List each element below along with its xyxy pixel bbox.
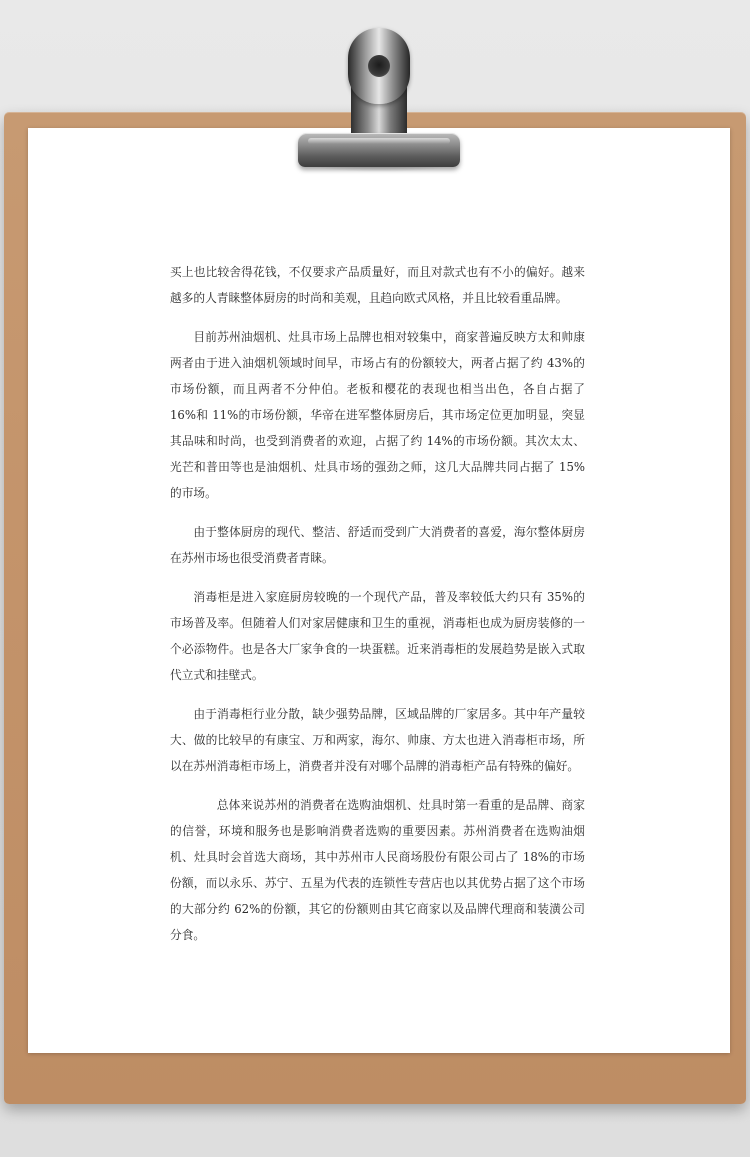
- binder-clip-icon: [298, 133, 460, 167]
- document-body: [170, 259, 585, 961]
- paragraph-haier-kitchen: 由于整体厨房的现代、整洁、舒适而受到广大消费者的喜爱，海尔整体厨房在苏州市场也很受消费者青睐。: [170, 525, 585, 565]
- paragraph-continuation: 买上也比较舍得花钱，不仅要求产品质量好，而且对款式也有不小的偏好。越来越多的人青睐整体厨房的时尚和美观，且趋向欧式风格，并且比较看重品牌。: [170, 265, 585, 305]
- paragraph-range-hood-brands: 目前苏州油烟机、灶具市场上品牌也相对较集中，商家普遍反映方太和帅康两者由于进入油烟机领域时间早，市场占有的份额较大，两者占据了约 43%的市场份额，而且两者不分仲伯。老板和樱花的表现也相当出色，各自占据了 16%和 11%的市场份额，华帝在进军整体厨房后，其市场定位更加明显，突显其品味和时尚，也受到消费者的欢迎，占据了约 14%的市场份额。其次太太、光芒和普田等也是油烟机、灶具市场的强劲之师，这几大品牌共同占据了 15%的市场。: [170, 330, 585, 500]
- paragraph-disinfection-cabinet: 消毒柜是进入家庭厨房较晚的一个现代产品，普及率较低大约只有 35%的市场普及率。但随着人们对家居健康和卫生的重视，消毒柜也成为厨房装修的一个必添物件。也是各大厂家争食的一块蛋糕。近来消毒柜的发展趋势是嵌入式取代立式和挂壁式。: [170, 590, 585, 682]
- binder-clip-hole: [368, 55, 390, 77]
- paragraph-summary: 总体来说苏州的消费者在选购油烟机、灶具时第一看重的是品牌、商家的信誉，环境和服务也是影响消费者选购的重要因素。苏州消费者在选购油烟机、灶具时会首选大商场，其中苏州市人民商场股份有限公司占了 18%的市场份额，而以永乐、苏宁、五星为代表的连锁性专营店也以其优势占据了这个市场的大部分约 62%的份额，其它的份额则由其它商家以及品牌代理商和装潢公司分食。: [170, 798, 585, 942]
- paragraph-cabinet-industry: 由于消毒柜行业分散，缺少强势品牌，区域品牌的厂家居多。其中年产量较大、做的比较早的有康宝、万和两家，海尔、帅康、方太也进入消毒柜市场，所以在苏州消毒柜市场上，消费者并没有对哪个品牌的消毒柜产品有特殊的偏好。: [170, 707, 585, 773]
